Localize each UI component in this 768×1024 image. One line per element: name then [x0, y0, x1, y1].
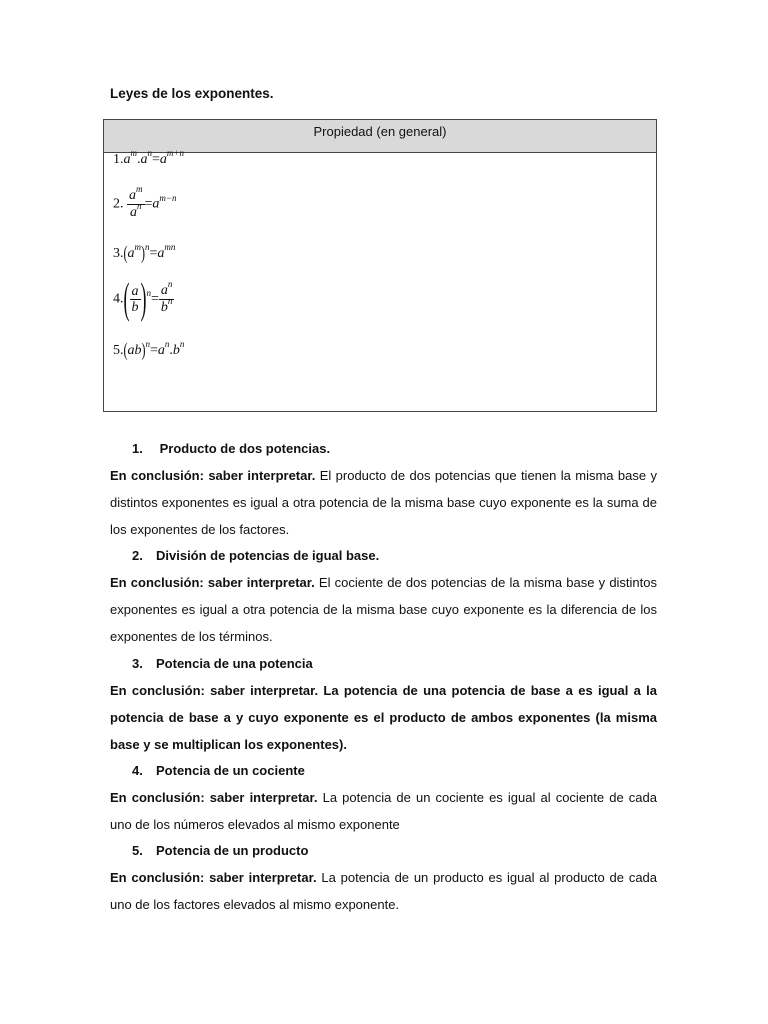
formula-power-of-power: $3.(a^m)^n=a^{mn}$	[113, 241, 176, 265]
section-number: 3.	[132, 656, 143, 671]
section-title: Potencia de un producto	[156, 843, 309, 858]
paragraph-body: El producto de dos potencias que tienen la misma base y distintos exponentes es igual a otra potencia de la misma base cuyo exponente es la suma de los exponentes de los factores.	[110, 468, 657, 537]
section-number: 5.	[132, 843, 143, 858]
section-heading-2	[132, 548, 379, 563]
paragraph-lead: En conclusión: saber interpretar.	[110, 870, 317, 885]
formula-number: 2.	[113, 196, 124, 212]
paragraph-lead: En conclusión: saber interpretar.	[110, 468, 316, 483]
section-paragraph-2	[110, 569, 657, 650]
paragraph-body: La potencia de un cociente es igual al cociente de cada uno de los números elevados al mismo exponente	[110, 790, 657, 832]
formula-number: 5.	[113, 343, 124, 358]
section-number: 1.	[132, 441, 143, 456]
document-title: Leyes de los exponentes.	[110, 86, 274, 101]
paragraph-body: La potencia de un producto es igual al producto de cada uno de los factores elevados al mismo exponente.	[110, 870, 658, 912]
paragraph-lead: En conclusión: saber interpretar.	[110, 790, 318, 805]
section-number: 2.	[132, 548, 143, 563]
section-heading-3	[132, 656, 313, 671]
paragraph-lead: En conclusión: saber interpretar. La potencia de una potencia de base a es igual a la potencia de base a y cuyo exponente es el producto de ambos exponentes (la misma base y se multiplican los exponentes).	[110, 683, 657, 752]
section-number: 4.	[132, 763, 143, 778]
section-title: División de potencias de igual base.	[156, 548, 380, 563]
section-paragraph-4	[110, 784, 657, 838]
table-header: Propiedad (en general)	[104, 120, 656, 153]
section-title: Potencia de un cociente	[156, 763, 305, 778]
formula-power-of-quotient: 4.( $\frac{a}{b}$ )$^n$= $\frac{a^n}{b^n}$	[113, 274, 173, 323]
paragraph-lead: En conclusión: saber interpretar.	[110, 575, 315, 590]
section-paragraph-5	[110, 864, 657, 918]
paragraph-body: El cociente de dos potencias de la misma base y distintos exponentes es igual a otra potencia de la misma base cuyo exponente es la diferencia de los exponentes de los términos.	[110, 575, 658, 644]
section-paragraph-3	[110, 677, 657, 758]
section-paragraph-1	[110, 462, 657, 543]
properties-table	[103, 119, 657, 412]
section-heading-1	[132, 441, 330, 456]
formula-number: 4.	[113, 291, 124, 307]
section-heading-4	[132, 763, 305, 778]
formula-quotient-rule: 2. $\frac{a^m}{a^n}$ $=a^{m-n}$	[113, 184, 177, 220]
section-title: Potencia de una potencia	[156, 656, 313, 671]
formula-power-of-product: $5.(ab)^n=a^n.b^n$	[113, 338, 185, 362]
section-title: Producto de dos potencias.	[159, 441, 331, 456]
section-heading-5	[132, 843, 308, 858]
formula-number: 1.	[113, 152, 124, 167]
formula-product-rule: $1.a^m.a^n=a^{m+n}$	[113, 148, 184, 167]
formula-number: 3.	[113, 246, 124, 261]
